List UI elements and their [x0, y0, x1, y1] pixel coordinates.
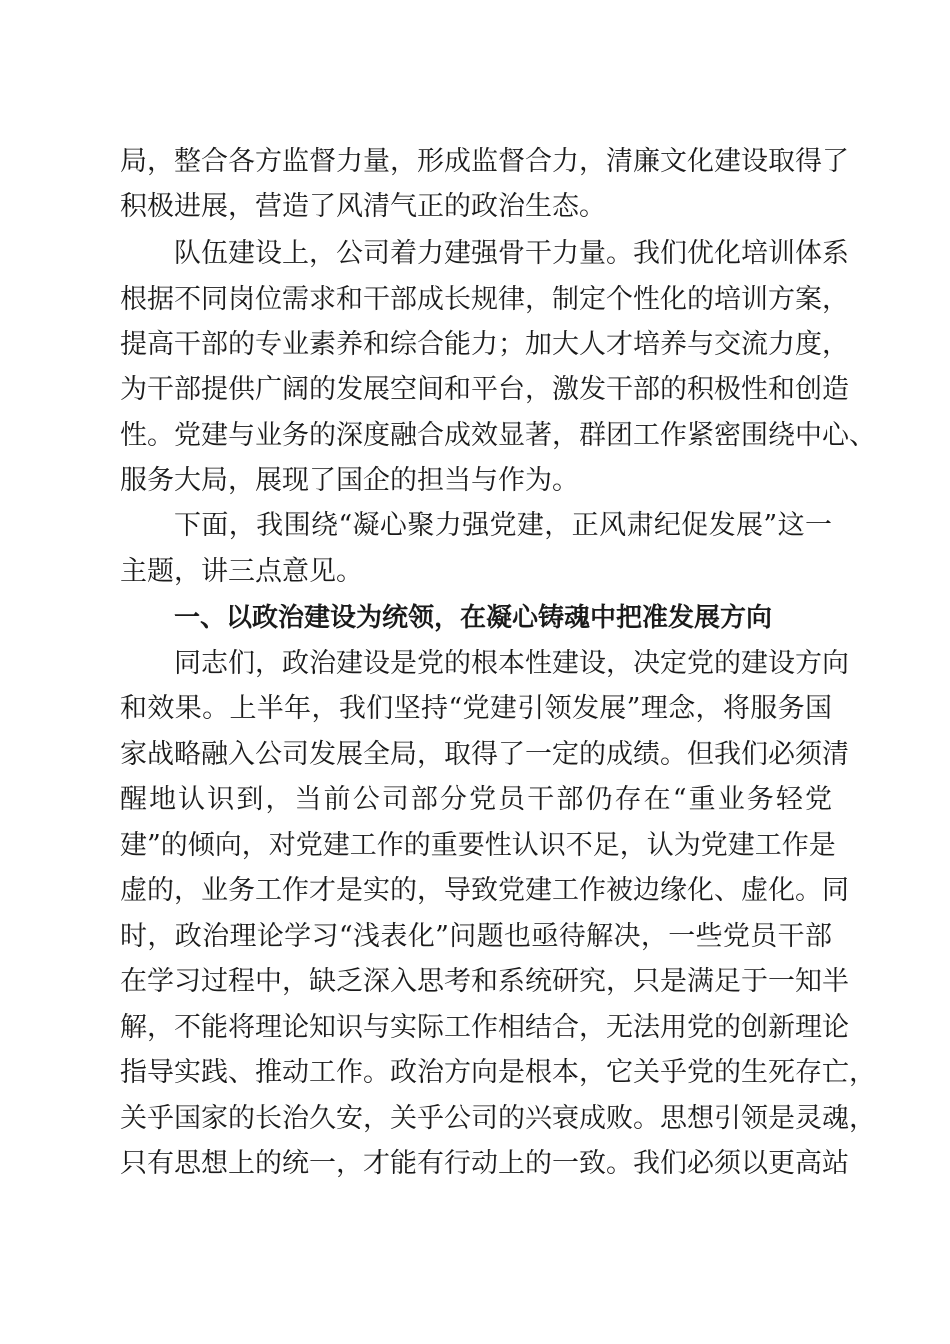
paragraph-line: 积极进展，营造了风清气正的政治生态。	[120, 191, 606, 222]
paragraph-line: 解，不能将理论知识与实际工作相结合，无法用党的创新理论	[120, 1012, 849, 1043]
paragraph-line: 家战略融入公司发展全局，取得了一定的成绩。但我们必须清	[120, 739, 849, 770]
paragraph-line: 性。党建与业务的深度融合成效显著，群团工作紧密围绕中心、	[120, 420, 876, 451]
paragraph-line: 同志们，政治建设是党的根本性建设，决定党的建设方向	[174, 648, 849, 679]
paragraph-line: 时，政治理论学习“浅表化”问题也亟待解决，一些党员干部	[120, 921, 832, 952]
paragraph-line: 队伍建设上，公司着力建强骨干力量。我们优化培训体系	[174, 238, 849, 269]
paragraph-line: 醒地认识到，当前公司部分党员干部仍存在“重业务轻党	[120, 784, 832, 815]
paragraph-line: 局，整合各方监督力量，形成监督合力，清廉文化建设取得了	[120, 146, 849, 177]
paragraph-line: 只有思想上的统一，才能有行动上的一致。我们必须以更高站	[120, 1148, 849, 1179]
paragraph-line: 主题，讲三点意见。	[120, 556, 363, 587]
paragraph-line: 虚的，业务工作才是实的，导致党建工作被边缘化、虚化。同	[120, 875, 849, 906]
paragraph-line: 提高干部的专业素养和综合能力；加大人才培养与交流力度，	[120, 329, 849, 360]
paragraph-line: 建”的倾向，对党建工作的重要性认识不足，认为党建工作是	[120, 830, 836, 861]
paragraph-line: 根据不同岗位需求和干部成长规律，制定个性化的培训方案，	[120, 284, 849, 315]
paragraph-line: 和效果。上半年，我们坚持“党建引领发展”理念，将服务国	[120, 693, 832, 724]
paragraph-line: 下面，我围绕“凝心聚力强党建，正风肃纪促发展”这一	[174, 510, 832, 541]
section-heading: 一、以政治建设为统领，在凝心铸魂中把准发展方向	[174, 603, 773, 633]
paragraph-line: 服务大局，展现了国企的担当与作为。	[120, 465, 579, 496]
paragraph-line: 为干部提供广阔的发展空间和平台，激发干部的积极性和创造	[120, 374, 849, 405]
paragraph-line: 指导实践、推动工作。政治方向是根本，它关乎党的生死存亡，	[120, 1057, 876, 1088]
paragraph-line: 关乎国家的长治久安，关乎公司的兴衰成败。思想引领是灵魂，	[120, 1103, 876, 1134]
paragraph-line: 在学习过程中，缺乏深入思考和系统研究，只是满足于一知半	[120, 966, 849, 997]
